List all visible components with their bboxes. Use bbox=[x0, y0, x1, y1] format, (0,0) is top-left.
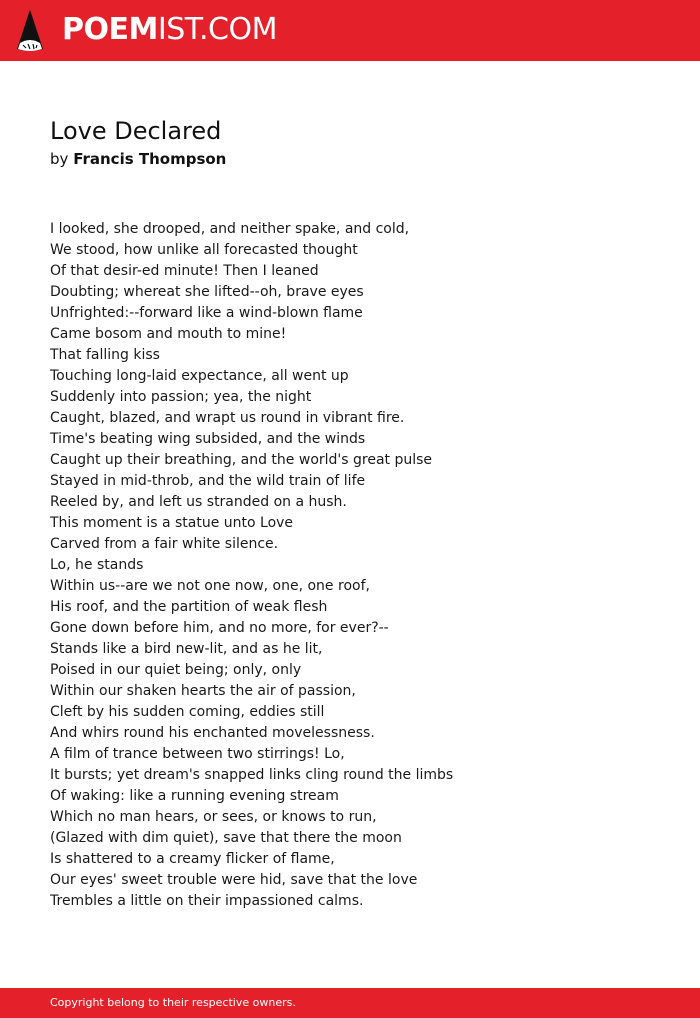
poem-line: Within our shaken hearts the air of passion, bbox=[50, 683, 356, 699]
poem-title: Love Declared bbox=[50, 117, 222, 145]
poem-line: Caught up their breathing, and the world's great pulse bbox=[50, 452, 433, 468]
copyright-text: Copyright belong to their respective owners. bbox=[50, 996, 296, 1009]
poem-line: Our eyes' sweet trouble were hid, save that the love bbox=[50, 872, 418, 888]
pencil-icon[interactable] bbox=[16, 9, 44, 53]
poem-line: That falling kiss bbox=[50, 347, 160, 363]
poem-line: And whirs round his enchanted movelessness. bbox=[50, 725, 375, 741]
brand-bold: POEM bbox=[62, 12, 158, 47]
poem-line: Within us--are we not one now, one, one roof, bbox=[50, 578, 370, 594]
poem-line: Time's beating wing subsided, and the winds bbox=[50, 431, 366, 447]
poem-line: Caught, blazed, and wrapt us round in vibrant fire. bbox=[50, 410, 405, 426]
brand-light: IST.COM bbox=[157, 12, 277, 47]
poem-line: Unfrighted:--forward like a wind-blown flame bbox=[50, 305, 363, 321]
poem-line: Doubting; whereat she lifted--oh, brave eyes bbox=[50, 284, 364, 300]
poem-line: Of waking: like a running evening stream bbox=[50, 788, 339, 804]
poem-line: Gone down before him, and no more, for ever?-- bbox=[50, 620, 389, 636]
byline bbox=[50, 149, 226, 169]
poem-line: Suddenly into passion; yea, the night bbox=[50, 389, 312, 405]
poem-line: This moment is a statue unto Love bbox=[50, 515, 294, 531]
by-label: by bbox=[50, 150, 69, 168]
poem-line: Of that desir-ed minute! Then I leaned bbox=[50, 263, 319, 279]
poem-line: Came bosom and mouth to mine! bbox=[50, 326, 287, 342]
author-name: Francis Thompson bbox=[73, 150, 227, 168]
poem-line: We stood, how unlike all forecasted thought bbox=[50, 242, 358, 258]
poem-line: Trembles a little on their impassioned calms. bbox=[50, 893, 364, 909]
poem-line: Is shattered to a creamy flicker of flame, bbox=[50, 851, 335, 867]
site-header bbox=[0, 0, 700, 61]
poem-line: A film of trance between two stirrings! Lo, bbox=[50, 746, 345, 762]
poem-line: Stands like a bird new-lit, and as he lit, bbox=[50, 641, 323, 657]
poem-body bbox=[50, 219, 453, 912]
poem-line: Lo, he stands bbox=[50, 557, 144, 573]
site-logo-text[interactable] bbox=[62, 12, 277, 48]
poem-line: Reeled by, and left us stranded on a hush. bbox=[50, 494, 347, 510]
poem-line: I looked, she drooped, and neither spake, and cold, bbox=[50, 221, 410, 237]
poem-line: Carved from a fair white silence. bbox=[50, 536, 279, 552]
site-footer bbox=[0, 988, 700, 1018]
poem-line: (Glazed with dim quiet), save that there the moon bbox=[50, 830, 402, 846]
poem-line: Touching long-laid expectance, all went up bbox=[50, 368, 349, 384]
poem-line: Stayed in mid-throb, and the wild train of life bbox=[50, 473, 366, 489]
poem-line: It bursts; yet dream's snapped links cling round the limbs bbox=[50, 767, 454, 783]
poem-line: Which no man hears, or sees, or knows to run, bbox=[50, 809, 377, 825]
poem-line: Cleft by his sudden coming, eddies still bbox=[50, 704, 325, 720]
poem-line: His roof, and the partition of weak flesh bbox=[50, 599, 328, 615]
poem-line: Poised in our quiet being; only, only bbox=[50, 662, 302, 678]
